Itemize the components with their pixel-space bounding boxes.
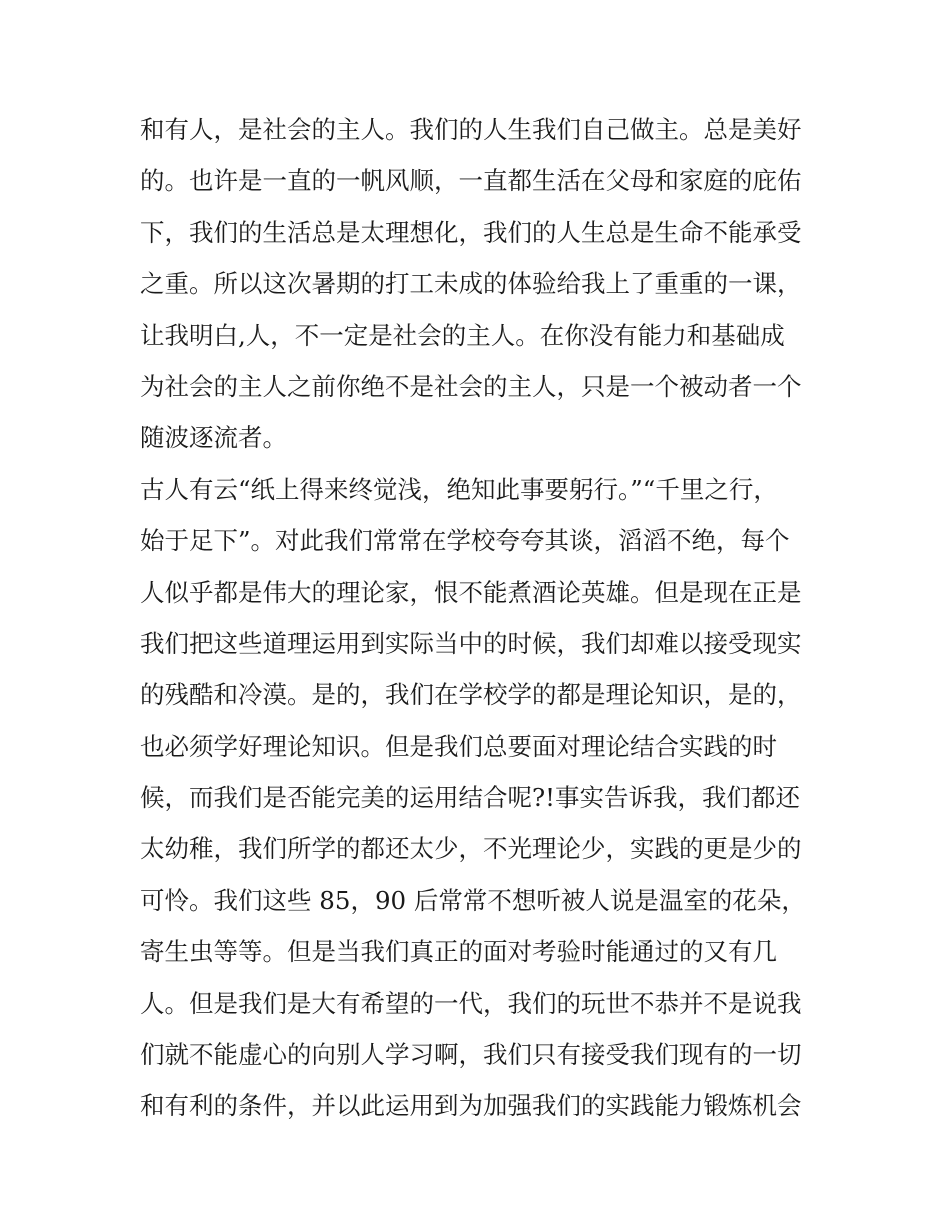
text-line-16: 可怜。我们这些 85，90 后常常不想听被人说是温室的花朵，	[140, 885, 806, 915]
text-line-9: 始于足下”。对此我们常常在学校夸夸其谈，滔滔不绝，每个	[140, 526, 790, 556]
body-text	[140, 104, 820, 1132]
text-line-11: 我们把这些道理运用到实际当中的时候，我们却难以接受现实	[140, 628, 802, 658]
text-line-7: 随波逐流者。	[140, 423, 287, 453]
text-line-20: 和有利的条件，并以此运用到为加强我们的实践能力锻炼机会	[140, 1091, 802, 1121]
text-line-3: 下，我们的生活总是太理想化，我们的人生总是生命不能承受	[140, 217, 802, 247]
text-line-1: 和有人，是社会的主人。我们的人生我们自己做主。总是美好	[140, 115, 802, 144]
text-line-13: 也必须学好理论知识。但是我们总要面对理论结合实践的时	[140, 731, 777, 761]
text-line-18: 人。但是我们是大有希望的一代，我们的玩世不恭并不是说我	[140, 988, 802, 1018]
text-line-4: 之重。所以这次暑期的打工未成的体验给我上了重重的一课，	[140, 269, 802, 299]
text-line-5: 让我明白,人，不一定是社会的主人。在你没有能力和基础成	[140, 320, 785, 350]
text-line-8: 古人有云“纸上得来终觉浅，绝知此事要躬行。”“千里之行，	[140, 474, 778, 504]
text-line-17: 寄生虫等等。但是当我们真正的面对考验时能通过的又有几	[140, 937, 777, 967]
text-line-10: 人似乎都是伟大的理论家，恨不能煮酒论英雄。但是现在正是	[140, 577, 802, 607]
text-line-19: 们就不能虚心的向别人学习啊，我们只有接受我们现有的一切	[140, 1040, 802, 1070]
text-line-6: 为社会的主人之前你绝不是社会的主人，只是一个被动者一个	[140, 371, 802, 401]
text-line-15: 太幼稚，我们所学的都还太少，不光理论少，实践的更是少的	[140, 834, 802, 864]
text-line-2: 的。也许是一直的一帆风顺，一直都生活在父母和家庭的庇佑	[140, 166, 802, 196]
text-line-14: 候，而我们是否能完美的运用结合呢?!事实告诉我，我们都还	[140, 783, 800, 813]
text-line-12: 的残酷和冷漠。是的，我们在学校学的都是理论知识，是的，	[140, 680, 802, 710]
